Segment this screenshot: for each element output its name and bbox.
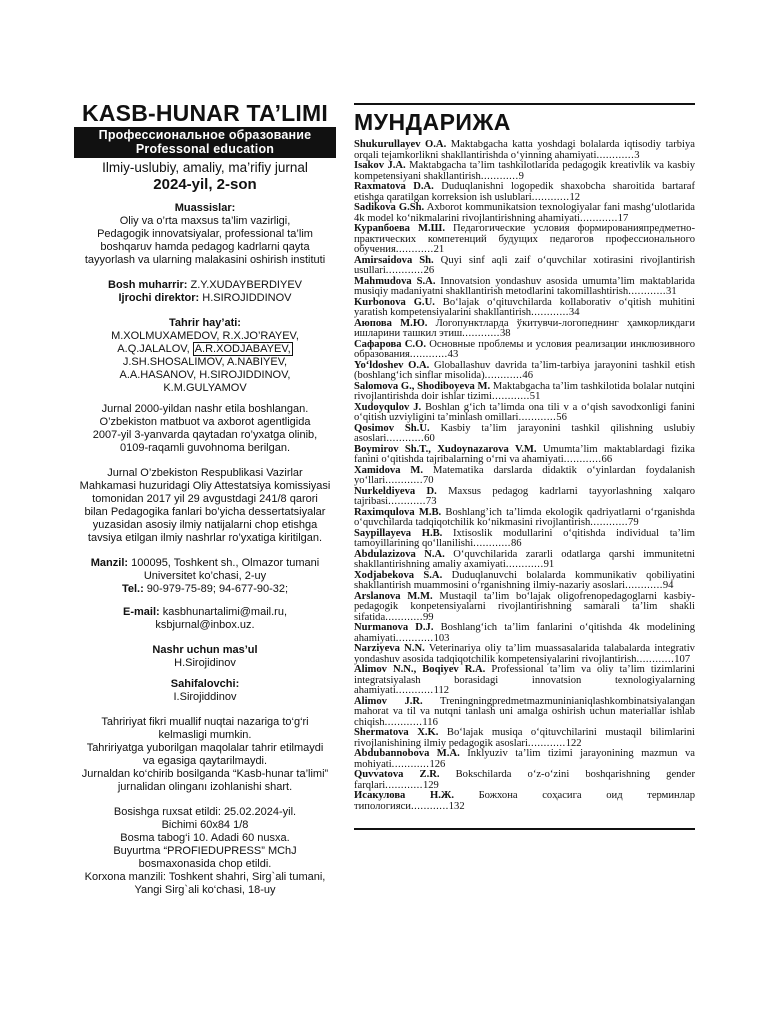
contents-entry[interactable]	[354, 319, 695, 340]
entry-title: Duduqlanishni logopedik shaxobcha sharoitida bartaraf etishga qaratilgan korreksion ish uslublari	[354, 181, 695, 203]
contents-title: МУНДАРИЖА	[354, 109, 511, 135]
dot-leader: ............	[395, 632, 434, 644]
entry-title: Inklyuziv ta’lim tizimi jarayonining mazmun va mohiyati	[354, 748, 695, 770]
contents-entry[interactable]	[354, 361, 695, 382]
contents-entry[interactable]	[354, 697, 695, 729]
registration-history	[74, 403, 336, 455]
imprint-line: Bosishga ruxsat etildi: 25.02.2024-yil.	[113, 806, 297, 818]
dot-leader: ............	[531, 191, 570, 203]
history-line: Jurnal 2000-yildan nashr etila boshlangan.	[101, 403, 309, 415]
contents-entry[interactable]	[354, 340, 695, 361]
contents-entry[interactable]	[354, 749, 695, 770]
attestation-line: Jurnal O’zbekiston Respublikasi Vazirlar	[107, 467, 303, 479]
contents-entry[interactable]	[354, 140, 695, 161]
entry-page-number: 103	[433, 632, 450, 644]
entry-title: Божхона соҳасига оид терминлар типологияси	[354, 790, 695, 812]
layout-editor-name: I.Sirojiddinov	[173, 691, 237, 703]
imprint-line: Bichimi 60x84 1/8	[161, 819, 249, 831]
entry-page-number: 73	[425, 496, 437, 507]
entry-title: Duduqlanuvchi bolalarda kommunikativ qobiliyatini shakllantirish muammosini o‘rganishning ilmiy-nazariy asoslari	[354, 569, 695, 591]
contents-entry[interactable]	[354, 487, 695, 508]
entry-title: Bokschilarda o‘z-o‘zini boshqarishning gender farqlari	[354, 769, 695, 791]
history-line: O’zbekiston matbuot va axborot agentligida	[99, 416, 311, 428]
dot-leader: ............	[410, 800, 449, 812]
dot-leader: ............	[492, 391, 530, 402]
contents-entry[interactable]	[354, 277, 695, 298]
dot-leader: ............	[527, 737, 566, 749]
disclaimer-line: jurnalidan olinganı izohlanishi shart.	[117, 781, 293, 793]
entry-page-number: 31	[666, 286, 677, 297]
contents-entry[interactable]	[354, 403, 695, 424]
disclaimer-line: Tahririyat fikri muallif nuqtai nazariga to‘g‘ri	[101, 716, 309, 728]
entry-author: Shukurullayev O.A.	[354, 139, 447, 150]
entry-author: Quvvatova Z.R.	[354, 769, 440, 780]
entry-page-number: 126	[429, 758, 446, 770]
entry-page-number: 99	[422, 611, 434, 623]
bottom-rule	[354, 828, 695, 830]
editorial-board-line-3: J.SH.SHOSALIMOV, A.NABIYEV,	[122, 356, 288, 368]
subtitle-english: Professonal education	[135, 142, 275, 156]
editorial-board-line-5: K.M.GULYAMOV	[163, 382, 247, 394]
founders-line: Oliy va o’rta maxsus ta’lim vazirligi,	[119, 215, 291, 227]
dot-leader: ............	[409, 349, 448, 360]
highlighted-board-member: A.R.XODJABAYEV,	[194, 343, 291, 355]
email-secondary[interactable]: ksbjurnal@inbox.uz.	[155, 619, 255, 631]
dot-leader: ............	[462, 328, 500, 339]
contents-entry[interactable]	[354, 791, 695, 812]
top-rule	[354, 103, 695, 105]
entry-author: Аюпова М.Ю.	[354, 317, 428, 329]
entry-author: Nurkeldiyeva D.	[354, 485, 437, 497]
history-line: 0109-raqamli guvohnoma berilgan.	[120, 442, 290, 454]
dot-leader: ............	[531, 307, 569, 318]
imprint-line: Bosma tabog‘i 10. Adadi 60 nusxa.	[120, 832, 290, 844]
dot-leader: ............	[388, 496, 426, 507]
imprint-line: Korxona manzili: Toshkent shahri, Sirg`ali tumani,	[84, 871, 326, 883]
contents-entry[interactable]	[354, 424, 695, 445]
disclaimer-line: Tahririyatga yuborilgan maqolalar tahrir etilmaydi	[86, 742, 324, 754]
responsible-label: Nashr uchun mas’ul	[152, 644, 258, 656]
contents-entry[interactable]	[354, 623, 695, 644]
dot-leader: ............	[596, 149, 635, 161]
imprint-line: bosmaxonasida chop etildi.	[138, 858, 272, 870]
entry-author: Kurbonova G.U.	[354, 296, 435, 308]
entry-title: Boshlang’ich ta’limda ekologik qadriyatlarni o‘rganishda o‘quvchilarda tadqiqotchilik ko‘nikmasini rivojlantirish	[354, 506, 696, 528]
entry-page-number: 3	[634, 149, 640, 161]
attestation-line: bilan Pedagogika fanlari bo’yicha dessertatsiyalar	[84, 506, 326, 518]
entry-title: O‘quvchilarida zararli odatlarga qarshi immunitetni shakllantirishning amaliy axamiyati	[354, 548, 695, 570]
dot-leader: ............	[385, 265, 424, 276]
entry-page-number: 17	[617, 212, 629, 224]
dot-leader: ............	[473, 538, 511, 549]
dot-leader: ............	[636, 653, 675, 665]
entry-title: Quyi sinf aqli zaif o‘quvchilar xotirasini rivojlantirish usullari	[354, 254, 695, 276]
dot-leader: ............	[579, 212, 618, 224]
dot-leader: ............	[385, 611, 423, 623]
executive-director-label: Ijrochi direktor:	[118, 292, 200, 304]
entry-title: Bo‘lajak o‘qituvchilarda kollaborativ o‘qitish muhitini yaratish kompetensiyalarini shakllantirish	[354, 296, 695, 318]
entry-author: Abdubannobova M.A.	[354, 748, 460, 759]
entry-page-number: 51	[529, 391, 541, 402]
entry-page-number: 12	[569, 191, 581, 203]
entry-author: Amirsaidova Sh.	[354, 254, 434, 266]
attestation-line: tavsiya etilgan ilmiy nashrlar ro’yxatiga kiritilgan.	[87, 532, 323, 544]
entry-author: Xamidova M.	[354, 464, 424, 476]
contents-entry[interactable]	[354, 466, 695, 487]
entry-title: Maxsus pedagog kadrlarni tayyorlashning xalqaro tajribasi	[354, 485, 696, 507]
email-line	[74, 606, 336, 619]
dot-leader: ............	[385, 475, 423, 486]
dot-leader: ............	[385, 779, 423, 791]
attestation-line: Mahkamasi huzuridagi Oliy Attestatsiya komissiyasi	[79, 480, 331, 492]
email-primary[interactable]: kasbhunartalimi@mail.ru,	[159, 606, 287, 618]
contents-entry[interactable]	[354, 592, 695, 624]
contents-entry[interactable]	[354, 529, 695, 550]
contents-entry[interactable]	[354, 571, 695, 592]
entry-page-number: 38	[499, 328, 511, 339]
founders-line: Pedagogik innovatsiyalar, professional ta’lim	[97, 228, 313, 240]
entry-page-number: 112	[433, 685, 450, 696]
dot-leader: ............	[625, 580, 663, 591]
founders-line: boshqaruv hamda pedagog kadrlarni qayta	[100, 241, 310, 253]
editorial-board-line-2	[74, 343, 336, 356]
entry-author: Abdulazizova N.A.	[354, 548, 445, 560]
entry-page-number: 132	[448, 800, 465, 812]
entry-author: Yo‘ldoshev O.A.	[354, 359, 430, 371]
contents-entry[interactable]	[354, 445, 695, 466]
contents-entry[interactable]	[354, 161, 695, 182]
editorial-board-line-4: A.A.HASANOV, H.SIROJIDDINOV,	[119, 369, 291, 381]
chief-editor-name: Z.Y.XUDAYBERDIYEV	[190, 279, 302, 291]
layout-editor-label: Sahifalovchi:	[170, 678, 240, 690]
entry-page-number: 116	[422, 716, 438, 728]
entry-author: Исакулова Н.Ж.	[354, 790, 454, 801]
issue-number: 2024-yil, 2-son	[153, 176, 257, 193]
chief-editor-label: Bosh muharrir:	[108, 279, 188, 291]
entry-title: Matematika darslarda didaktik o‘yinlardan foydalanish yo‘llari	[354, 464, 695, 486]
entry-title: Maktabgacha ta’lim tashkilotida bolalar nutqini rivojlantirishda doir ishlar tizimi	[354, 380, 695, 402]
contents-entry[interactable]	[354, 665, 695, 697]
address-line	[74, 557, 336, 570]
entry-page-number: 129	[422, 779, 439, 791]
entry-title: Maktabgacha ta’lim tashkilotlarida pedagogik kreativlik va kasbiy kompetensiyani shakllantirish	[354, 160, 696, 182]
imprint-line: Buyurtma “PROFIEDUPRESS” MChJ	[113, 845, 297, 857]
entry-page-number: 56	[556, 412, 567, 423]
dot-leader: ............	[484, 370, 523, 381]
subtitle-russian: Профессиональное образование	[98, 128, 312, 142]
entry-page-number: 21	[433, 244, 445, 255]
disclaimer-line: Jurnaldan ko‘chirib bosilganda “Kasb-hunar ta’limi”	[81, 768, 329, 780]
entry-title: Veterinariya oliy ta’lim muassasalarida talabalarda integrativ yondashuv asosida tadqiqotchilik kompetensiyalarini rivojlantirish	[354, 643, 695, 665]
entry-author: Raxmatova D.A.	[354, 181, 434, 192]
dot-leader: ............	[384, 716, 423, 728]
entry-page-number: 86	[510, 538, 522, 549]
entry-author: Сафарова С.О.	[354, 338, 426, 350]
entry-page-number: 107	[674, 653, 691, 665]
executive-director-line	[74, 292, 336, 305]
contents-entry[interactable]	[354, 644, 695, 665]
address-value: 100095, Toshkent sh., Olmazor tumani	[128, 557, 320, 569]
address-street: Universitet ko’chasi, 2-uy	[143, 570, 267, 582]
contents-entry[interactable]	[354, 508, 695, 529]
contents-column	[354, 103, 695, 830]
contents-entry[interactable]	[354, 224, 695, 256]
subtitle-band	[74, 127, 336, 158]
entry-author: Qosimov Sh.U.	[354, 422, 430, 434]
editorial-board-label: Tahrir hay’ati:	[169, 317, 241, 329]
entry-author: Shermatova X.K.	[354, 727, 439, 738]
entry-author: Boymirov Sh.T., Xudoynazarova V.M.	[354, 443, 537, 455]
entry-title: Axborot kommunikatsion texnologiyalar fani mashg‘ulotlarida 4k model ko‘nikmalarini rivojlantirishning ahamiyati	[354, 202, 695, 224]
entry-author: Raximqulova M.B.	[354, 506, 442, 518]
entry-title: Ixtisoslik modullarini o‘qitishda individual ta’lim tamoyillarining qo‘llanilishi	[354, 527, 695, 549]
contents-entry[interactable]	[354, 728, 695, 749]
entry-author: Arslanova M.M.	[354, 590, 433, 602]
phone-line	[74, 583, 336, 596]
entry-page-number: 26	[423, 265, 435, 276]
entry-author: Narziyeva N.N.	[354, 643, 425, 654]
editorial-board-line-1: M.XOLMUXAMEDOV, R.X.JO’RAYEV,	[111, 330, 299, 342]
contents-entry[interactable]	[354, 770, 695, 791]
print-imprint	[74, 806, 336, 897]
entry-author: Xudoyqulov J.	[354, 401, 422, 413]
entry-author: Кураnбоева М.Ш.	[354, 223, 445, 234]
entry-title: Boshlan g‘ich ta’limda ona tili v a o‘qish savodxonligi fanini o‘qitish uzviyligini ta’minlash omillari	[354, 401, 695, 423]
dot-leader: ............	[563, 454, 602, 465]
executive-director-name: H.SIROJIDDINOV	[202, 292, 292, 304]
entry-author: Sadikova G.Sh.	[354, 202, 425, 213]
disclaimer-line: va egasiga qaytarilmaydi.	[142, 755, 268, 767]
entry-page-number: 60	[424, 433, 435, 444]
dot-leader: ............	[505, 559, 544, 570]
entry-title: Педагогические условия формированияпредметно-практических компетенций будущих педагогов профессионального обучения	[354, 223, 695, 255]
history-line: 2007-yil 3-yanvarda qaytadan ro’yxatga olinib,	[92, 429, 318, 441]
dot-leader: ............	[391, 758, 430, 770]
contents-entry[interactable]	[354, 203, 695, 224]
entry-author: Isakov J.A.	[354, 160, 406, 171]
entry-title: Bo‘lajak musiqa o‘qituvchilarini mustaqil bilimlarini rivojlanishining ilmiy pedagogik asoslari	[354, 727, 695, 749]
entry-author: Alimov J.R.	[354, 695, 423, 707]
entry-title: Treningningpredmetmazmuninianiqlashkombinatsiyalangan mahorat va til va nutqni tanlash uni amalga oshirish uchun materiallar ishlab chiqish	[354, 695, 695, 728]
address-label: Manzil:	[90, 557, 129, 569]
founders-line: tayyorlash va ularning malakasini oshirish instituti	[84, 254, 326, 266]
entry-title: Логопунктларда ўкитувчи-логопеднинг ҳамкорликдаги ишларини ташкил этиш	[354, 317, 695, 339]
founders-label: Muassislar:	[174, 202, 236, 214]
journal-tagline: Ilmiy-uslubiy, amaliy, ma’rifiy jurnal	[102, 160, 308, 175]
masthead-column	[74, 100, 336, 897]
entry-page-number: 91	[543, 559, 555, 570]
entry-author: Mahmudova S.A.	[354, 275, 436, 287]
entry-title: Maktabgacha katta yoshdagi bolalarda iqtisodiy tarbiya orqali tejamkorlikni shakllantirishda o‘yinning ahamiyati	[354, 139, 695, 161]
entry-title: Umumta’lim maktablardagi fizika fanini o‘qitishda tajribalarning o‘rni va ahamiyati	[354, 443, 695, 465]
entry-page-number: 70	[422, 475, 434, 486]
entry-title: Kasbiy ta’lim jarayonini tashkil qilishning uslubiy asoslari	[354, 422, 695, 444]
entry-page-number: 122	[565, 737, 582, 749]
entry-page-number: 9	[518, 170, 524, 182]
entry-author: Nurmanova D.J.	[354, 622, 434, 633]
disclaimer	[74, 716, 336, 794]
entry-author: Salomova G., Shodiboyeva M.	[354, 380, 491, 392]
entry-title: Globallashuv davrida ta’lim-tarbiya jarayonini tashkil etish (boshlang‘ich sinflar misolida)	[354, 359, 695, 381]
board-member: A.Q.JALALOV,	[117, 343, 193, 355]
dot-leader: ............	[518, 412, 557, 423]
journal-title: KASB-HUNAR TA’LIMI	[82, 100, 328, 126]
entry-page-number: 66	[601, 454, 613, 465]
entry-page-number: 46	[522, 370, 534, 381]
entry-page-number: 34	[568, 307, 580, 318]
entry-page-number: 94	[662, 580, 674, 591]
entry-author: Saypillayeva H.B.	[354, 527, 443, 539]
contents-list	[354, 140, 695, 812]
contents-entry[interactable]	[354, 382, 695, 403]
entry-title: Boshlang‘ich ta’lim fanlarini o‘qitishda 4k modelining ahamiyati	[354, 622, 695, 644]
entry-title: Mustaqil ta’lim bo‘lajak oligofrenopedagoglarni kasbiy-pedagogik konpetensiyalarni rivojlantirishning samarali ta’lim shakli sifatida	[354, 590, 695, 623]
contents-entry[interactable]	[354, 182, 695, 203]
attestation-line: yuzasidan asosiy ilmiy natijalarni chop etishga	[92, 519, 318, 531]
responsible-name: H.Sirojidinov	[174, 657, 236, 669]
chief-editor-line	[74, 279, 336, 292]
disclaimer-line: kelmasligi mumkin.	[158, 729, 252, 741]
dot-leader: ............	[590, 517, 629, 528]
dot-leader: ............	[628, 286, 667, 297]
contents-entry[interactable]	[354, 550, 695, 571]
contents-entry[interactable]	[354, 298, 695, 319]
entry-title: Professional ta’lim va oliy ta’lim tizimlarini integratsiyalash borasidagi innovatsion texnologiyalarning ahamiyati	[354, 664, 695, 696]
entry-page-number: 79	[628, 517, 639, 528]
entry-author: Xodjabekova S.A.	[354, 569, 443, 581]
entry-title: Innovatsion yondashuv asosida umumta’lim maktablarida musiqiy madaniyatni shakllantirish metodlarini takomillashtirish	[354, 275, 695, 297]
dot-leader: ............	[395, 685, 434, 696]
contents-entry[interactable]	[354, 256, 695, 277]
entry-title: Основные проблемы и условия реализации инклюзивного образования	[354, 338, 695, 360]
founders-list	[74, 215, 336, 267]
attestation-note	[74, 467, 336, 545]
dot-leader: ............	[480, 170, 519, 182]
dot-leader: ............	[386, 433, 425, 444]
entry-author: Alimov N.N., Boqiyev R.A.	[354, 664, 486, 675]
phone-label: Tel.:	[121, 583, 144, 595]
entry-page-number: 43	[447, 349, 459, 360]
phone-value: 90-979-75-89; 94-677-90-32;	[143, 583, 289, 595]
dot-leader: ............	[395, 244, 434, 255]
attestation-line: tomonidan 2017 yil 29 avgustdagi 241/8 qarori	[92, 493, 318, 505]
email-label: E-mail:	[122, 606, 160, 618]
imprint-line: Yangi Sirg`ali ko‘chasi, 18-uy	[134, 884, 276, 896]
